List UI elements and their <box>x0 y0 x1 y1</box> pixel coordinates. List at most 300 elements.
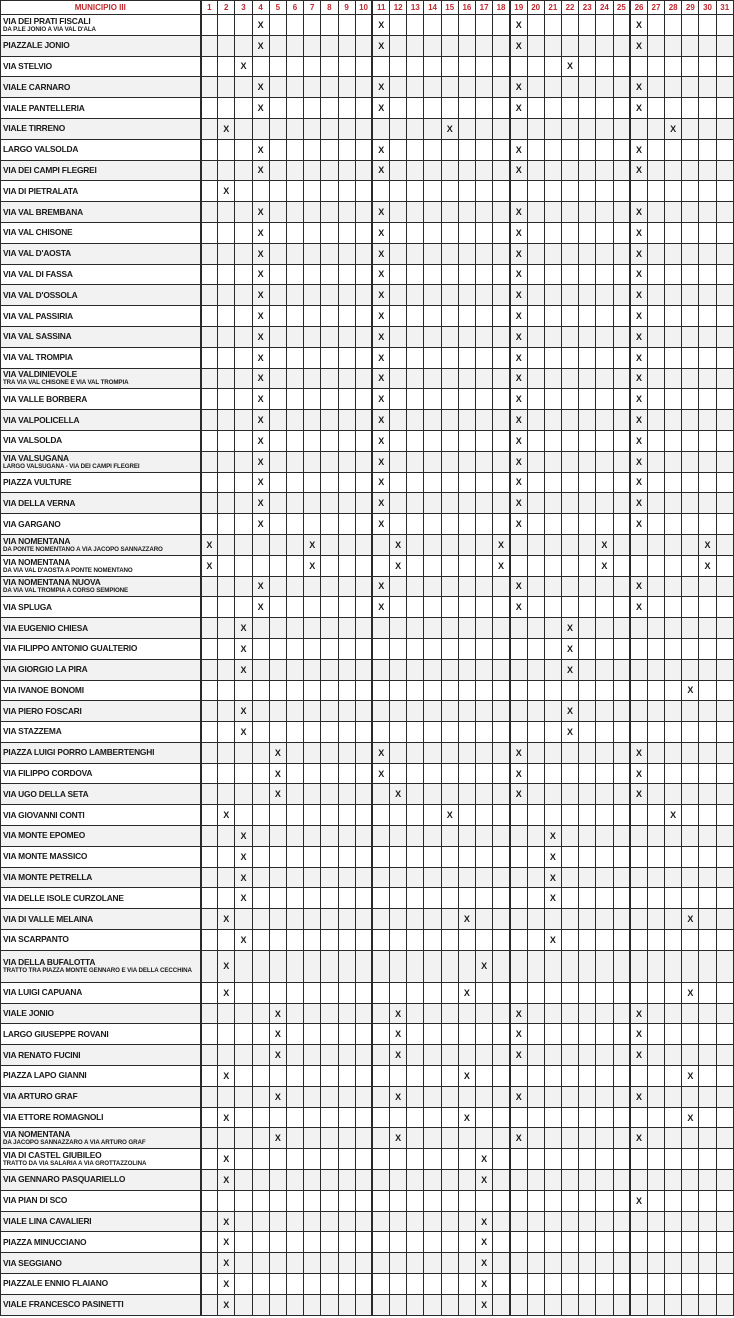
day-cell-20 <box>527 1253 544 1274</box>
day-cell-23 <box>579 1211 596 1232</box>
day-cell-22 <box>561 1211 578 1232</box>
day-cell-7 <box>304 1003 321 1024</box>
day-header-18: 18 <box>493 1 510 15</box>
day-cell-18 <box>493 888 510 909</box>
day-cell-13 <box>407 493 424 514</box>
day-cell-10 <box>355 534 372 555</box>
day-cell-18 <box>493 1003 510 1024</box>
day-mark-26: X <box>630 493 647 514</box>
day-cell-26 <box>630 909 647 930</box>
day-cell-22 <box>561 846 578 867</box>
day-cell-2 <box>218 618 235 639</box>
day-cell-20 <box>527 181 544 202</box>
table-row <box>1 1086 734 1107</box>
day-cell-29 <box>682 98 699 119</box>
day-cell-14 <box>424 680 441 701</box>
day-cell-14 <box>424 514 441 535</box>
day-cell-25 <box>613 1045 630 1066</box>
day-header-4: 4 <box>252 1 269 15</box>
day-cell-21 <box>544 1232 561 1253</box>
day-cell-3 <box>235 181 252 202</box>
day-cell-19 <box>510 1066 527 1087</box>
street-name-cell <box>1 1066 201 1087</box>
day-cell-23 <box>579 451 596 472</box>
day-cell-5 <box>269 1211 286 1232</box>
day-cell-5 <box>269 35 286 56</box>
day-mark-4: X <box>252 77 269 98</box>
day-mark-30: X <box>699 555 716 576</box>
day-cell-25 <box>613 805 630 826</box>
day-cell-14 <box>424 659 441 680</box>
header-row <box>1 1 734 15</box>
day-cell-5 <box>269 930 286 951</box>
day-cell-20 <box>527 389 544 410</box>
day-mark-2: X <box>218 1294 235 1315</box>
day-cell-12 <box>390 202 407 223</box>
day-cell-10 <box>355 493 372 514</box>
day-cell-9 <box>338 618 355 639</box>
day-cell-30 <box>699 597 716 618</box>
day-cell-29 <box>682 410 699 431</box>
day-cell-17 <box>476 638 493 659</box>
day-cell-28 <box>665 763 682 784</box>
day-cell-5 <box>269 659 286 680</box>
day-cell-9 <box>338 701 355 722</box>
day-cell-7 <box>304 1086 321 1107</box>
day-cell-15 <box>441 243 458 264</box>
day-cell-12 <box>390 909 407 930</box>
day-mark-4: X <box>252 264 269 285</box>
day-cell-4 <box>252 1107 269 1128</box>
day-cell-16 <box>458 680 475 701</box>
day-cell-27 <box>647 514 664 535</box>
day-mark-26: X <box>630 160 647 181</box>
day-mark-15: X <box>441 118 458 139</box>
day-cell-17 <box>476 326 493 347</box>
day-cell-15 <box>441 1045 458 1066</box>
table-row <box>1 742 734 763</box>
day-cell-6 <box>286 1086 303 1107</box>
day-cell-4 <box>252 888 269 909</box>
day-mark-3: X <box>235 722 252 743</box>
day-cell-4 <box>252 638 269 659</box>
day-cell-12 <box>390 1170 407 1191</box>
day-cell-22 <box>561 826 578 847</box>
day-cell-3 <box>235 1274 252 1295</box>
day-cell-26 <box>630 181 647 202</box>
street-name: VIA VAL D'OSSOLA <box>3 289 78 300</box>
table-row <box>1 243 734 264</box>
day-cell-30 <box>699 701 716 722</box>
table-row <box>1 98 734 119</box>
day-cell-8 <box>321 77 338 98</box>
day-mark-19: X <box>510 368 527 389</box>
table-row <box>1 1149 734 1170</box>
day-mark-19: X <box>510 1045 527 1066</box>
day-cell-31 <box>716 181 733 202</box>
day-cell-23 <box>579 56 596 77</box>
day-cell-11 <box>372 826 389 847</box>
day-cell-20 <box>527 722 544 743</box>
day-cell-30 <box>699 846 716 867</box>
day-cell-24 <box>596 1149 613 1170</box>
day-cell-23 <box>579 930 596 951</box>
day-mark-29: X <box>682 982 699 1003</box>
day-mark-4: X <box>252 368 269 389</box>
day-cell-12 <box>390 659 407 680</box>
day-cell-29 <box>682 534 699 555</box>
day-cell-11 <box>372 1253 389 1274</box>
day-cell-6 <box>286 264 303 285</box>
day-cell-14 <box>424 1149 441 1170</box>
day-cell-27 <box>647 826 664 847</box>
day-cell-14 <box>424 784 441 805</box>
day-cell-3 <box>235 368 252 389</box>
day-cell-24 <box>596 846 613 867</box>
day-cell-30 <box>699 15 716 36</box>
day-cell-11 <box>372 982 389 1003</box>
day-cell-12 <box>390 56 407 77</box>
street-name-cell <box>1 1003 201 1024</box>
day-cell-3 <box>235 1086 252 1107</box>
day-cell-30 <box>699 472 716 493</box>
day-cell-30 <box>699 930 716 951</box>
day-cell-1 <box>201 701 218 722</box>
day-cell-20 <box>527 826 544 847</box>
day-cell-25 <box>613 306 630 327</box>
day-cell-30 <box>699 389 716 410</box>
day-cell-11 <box>372 118 389 139</box>
street-name-cell <box>1 1253 201 1274</box>
day-mark-19: X <box>510 285 527 306</box>
day-cell-20 <box>527 118 544 139</box>
day-cell-21 <box>544 982 561 1003</box>
day-cell-28 <box>665 930 682 951</box>
day-cell-8 <box>321 243 338 264</box>
day-cell-22 <box>561 1170 578 1191</box>
day-mark-4: X <box>252 451 269 472</box>
day-cell-20 <box>527 909 544 930</box>
table-row <box>1 306 734 327</box>
day-cell-6 <box>286 347 303 368</box>
day-cell-10 <box>355 638 372 659</box>
day-cell-27 <box>647 1128 664 1149</box>
day-cell-21 <box>544 784 561 805</box>
table-row <box>1 1045 734 1066</box>
day-cell-15 <box>441 784 458 805</box>
street-name: VIA GARGANO <box>3 518 61 529</box>
day-cell-20 <box>527 659 544 680</box>
day-cell-17 <box>476 389 493 410</box>
day-mark-26: X <box>630 410 647 431</box>
day-cell-1 <box>201 15 218 36</box>
day-cell-24 <box>596 1294 613 1315</box>
table-row <box>1 701 734 722</box>
day-cell-14 <box>424 285 441 306</box>
day-cell-29 <box>682 389 699 410</box>
day-cell-1 <box>201 576 218 597</box>
day-cell-18 <box>493 1253 510 1274</box>
day-cell-28 <box>665 243 682 264</box>
day-cell-4 <box>252 826 269 847</box>
day-cell-27 <box>647 160 664 181</box>
day-cell-2 <box>218 826 235 847</box>
day-mark-17: X <box>476 1274 493 1295</box>
day-cell-21 <box>544 368 561 389</box>
day-cell-16 <box>458 826 475 847</box>
day-cell-23 <box>579 1294 596 1315</box>
day-mark-5: X <box>269 1003 286 1024</box>
day-cell-24 <box>596 410 613 431</box>
street-segment-note: DA VIA VAL D'AOSTA A PONTE NOMENTANO <box>3 566 133 574</box>
day-cell-8 <box>321 347 338 368</box>
table-row <box>1 1232 734 1253</box>
day-mark-19: X <box>510 243 527 264</box>
day-cell-8 <box>321 982 338 1003</box>
day-cell-12 <box>390 347 407 368</box>
day-cell-25 <box>613 1190 630 1211</box>
street-name: VIALE JONIO <box>3 1008 54 1019</box>
day-cell-13 <box>407 181 424 202</box>
day-cell-5 <box>269 1274 286 1295</box>
day-mark-11: X <box>372 389 389 410</box>
day-cell-5 <box>269 181 286 202</box>
day-cell-6 <box>286 1253 303 1274</box>
day-cell-7 <box>304 514 321 535</box>
day-cell-9 <box>338 430 355 451</box>
day-cell-8 <box>321 202 338 223</box>
street-name: VIA IVANOE BONOMI <box>3 684 84 695</box>
day-cell-20 <box>527 888 544 909</box>
day-cell-24 <box>596 930 613 951</box>
day-cell-18 <box>493 722 510 743</box>
day-cell-10 <box>355 1066 372 1087</box>
day-cell-13 <box>407 1107 424 1128</box>
day-cell-30 <box>699 118 716 139</box>
day-cell-9 <box>338 410 355 431</box>
day-mark-26: X <box>630 389 647 410</box>
day-cell-7 <box>304 1190 321 1211</box>
day-cell-1 <box>201 285 218 306</box>
day-mark-2: X <box>218 1066 235 1087</box>
day-cell-30 <box>699 1149 716 1170</box>
street-name: VIA MONTE PETRELLA <box>3 872 93 883</box>
day-cell-6 <box>286 202 303 223</box>
day-cell-9 <box>338 56 355 77</box>
day-cell-7 <box>304 472 321 493</box>
day-cell-24 <box>596 784 613 805</box>
day-cell-16 <box>458 410 475 431</box>
day-cell-6 <box>286 1024 303 1045</box>
day-cell-5 <box>269 285 286 306</box>
day-cell-14 <box>424 118 441 139</box>
day-cell-4 <box>252 1170 269 1191</box>
day-cell-18 <box>493 597 510 618</box>
day-cell-5 <box>269 15 286 36</box>
day-cell-10 <box>355 430 372 451</box>
street-name: PIAZZALE JONIO <box>3 40 70 51</box>
day-cell-22 <box>561 347 578 368</box>
day-cell-11 <box>372 181 389 202</box>
day-cell-23 <box>579 909 596 930</box>
day-cell-6 <box>286 306 303 327</box>
day-cell-20 <box>527 15 544 36</box>
day-cell-31 <box>716 56 733 77</box>
day-cell-16 <box>458 1045 475 1066</box>
day-cell-11 <box>372 680 389 701</box>
day-mark-19: X <box>510 1024 527 1045</box>
street-name: LARGO VALSOLDA <box>3 144 79 155</box>
day-cell-30 <box>699 139 716 160</box>
table-row <box>1 638 734 659</box>
day-cell-31 <box>716 659 733 680</box>
day-cell-18 <box>493 1149 510 1170</box>
day-cell-21 <box>544 181 561 202</box>
day-cell-22 <box>561 202 578 223</box>
day-mark-3: X <box>235 638 252 659</box>
day-cell-29 <box>682 514 699 535</box>
day-cell-25 <box>613 368 630 389</box>
day-cell-16 <box>458 950 475 982</box>
day-cell-15 <box>441 867 458 888</box>
day-cell-25 <box>613 1086 630 1107</box>
day-cell-25 <box>613 1107 630 1128</box>
day-cell-29 <box>682 555 699 576</box>
day-cell-5 <box>269 430 286 451</box>
day-cell-25 <box>613 222 630 243</box>
day-cell-16 <box>458 1149 475 1170</box>
day-cell-16 <box>458 56 475 77</box>
day-cell-12 <box>390 1274 407 1295</box>
day-cell-3 <box>235 77 252 98</box>
day-header-10: 10 <box>355 1 372 15</box>
day-cell-27 <box>647 909 664 930</box>
day-cell-27 <box>647 846 664 867</box>
day-cell-23 <box>579 1045 596 1066</box>
day-cell-21 <box>544 1045 561 1066</box>
day-cell-7 <box>304 1253 321 1274</box>
day-cell-20 <box>527 1066 544 1087</box>
day-cell-5 <box>269 576 286 597</box>
day-cell-2 <box>218 534 235 555</box>
day-cell-23 <box>579 1107 596 1128</box>
day-cell-13 <box>407 950 424 982</box>
day-cell-20 <box>527 784 544 805</box>
day-cell-29 <box>682 576 699 597</box>
street-name: VIA EUGENIO CHIESA <box>3 622 88 633</box>
day-cell-28 <box>665 15 682 36</box>
table-row <box>1 264 734 285</box>
day-cell-14 <box>424 430 441 451</box>
street-segment-note: TRATTO DA VIA SALARIA A VIA GROTTAZZOLINA <box>3 1160 147 1168</box>
day-cell-12 <box>390 701 407 722</box>
day-cell-18 <box>493 368 510 389</box>
day-cell-19 <box>510 1170 527 1191</box>
day-mark-22: X <box>561 701 578 722</box>
day-cell-1 <box>201 1149 218 1170</box>
day-cell-5 <box>269 493 286 514</box>
day-cell-27 <box>647 451 664 472</box>
day-cell-3 <box>235 742 252 763</box>
day-cell-21 <box>544 410 561 431</box>
day-cell-11 <box>372 722 389 743</box>
street-name: PIAZZA LUIGI PORRO LAMBERTENGHI <box>3 747 155 758</box>
day-cell-2 <box>218 555 235 576</box>
day-cell-30 <box>699 1024 716 1045</box>
street-name-cell <box>1 1274 201 1295</box>
day-mark-4: X <box>252 285 269 306</box>
day-mark-26: X <box>630 264 647 285</box>
table-row <box>1 15 734 36</box>
day-cell-18 <box>493 1211 510 1232</box>
day-cell-17 <box>476 139 493 160</box>
day-cell-19 <box>510 680 527 701</box>
day-cell-9 <box>338 1232 355 1253</box>
street-name-cell <box>1 1232 201 1253</box>
day-cell-25 <box>613 347 630 368</box>
day-cell-4 <box>252 1086 269 1107</box>
day-cell-31 <box>716 368 733 389</box>
day-mark-26: X <box>630 77 647 98</box>
day-cell-20 <box>527 597 544 618</box>
street-name-cell <box>1 1024 201 1045</box>
day-cell-24 <box>596 1107 613 1128</box>
day-cell-6 <box>286 15 303 36</box>
day-cell-24 <box>596 472 613 493</box>
day-cell-16 <box>458 701 475 722</box>
day-cell-27 <box>647 264 664 285</box>
day-cell-17 <box>476 763 493 784</box>
table-row <box>1 56 734 77</box>
day-header-1: 1 <box>201 1 218 15</box>
day-cell-12 <box>390 888 407 909</box>
day-cell-28 <box>665 597 682 618</box>
day-cell-23 <box>579 867 596 888</box>
day-cell-30 <box>699 1003 716 1024</box>
day-cell-16 <box>458 659 475 680</box>
day-cell-14 <box>424 1211 441 1232</box>
day-cell-31 <box>716 982 733 1003</box>
day-cell-2 <box>218 659 235 680</box>
day-cell-29 <box>682 243 699 264</box>
day-cell-31 <box>716 846 733 867</box>
day-cell-8 <box>321 1107 338 1128</box>
day-cell-13 <box>407 1149 424 1170</box>
street-name-cell <box>1 264 201 285</box>
day-cell-15 <box>441 680 458 701</box>
day-cell-27 <box>647 1066 664 1087</box>
day-cell-5 <box>269 1170 286 1191</box>
table-row <box>1 430 734 451</box>
day-cell-29 <box>682 1170 699 1191</box>
day-header-31: 31 <box>716 1 733 15</box>
day-header-6: 6 <box>286 1 303 15</box>
day-cell-23 <box>579 555 596 576</box>
day-cell-29 <box>682 368 699 389</box>
day-cell-9 <box>338 534 355 555</box>
day-cell-4 <box>252 867 269 888</box>
day-cell-29 <box>682 160 699 181</box>
day-cell-29 <box>682 493 699 514</box>
street-name: PIAZZA LAPO GIANNI <box>3 1070 87 1081</box>
day-cell-25 <box>613 181 630 202</box>
day-cell-22 <box>561 77 578 98</box>
day-cell-7 <box>304 35 321 56</box>
day-cell-10 <box>355 1294 372 1315</box>
day-cell-16 <box>458 389 475 410</box>
day-cell-29 <box>682 1294 699 1315</box>
day-cell-7 <box>304 1128 321 1149</box>
